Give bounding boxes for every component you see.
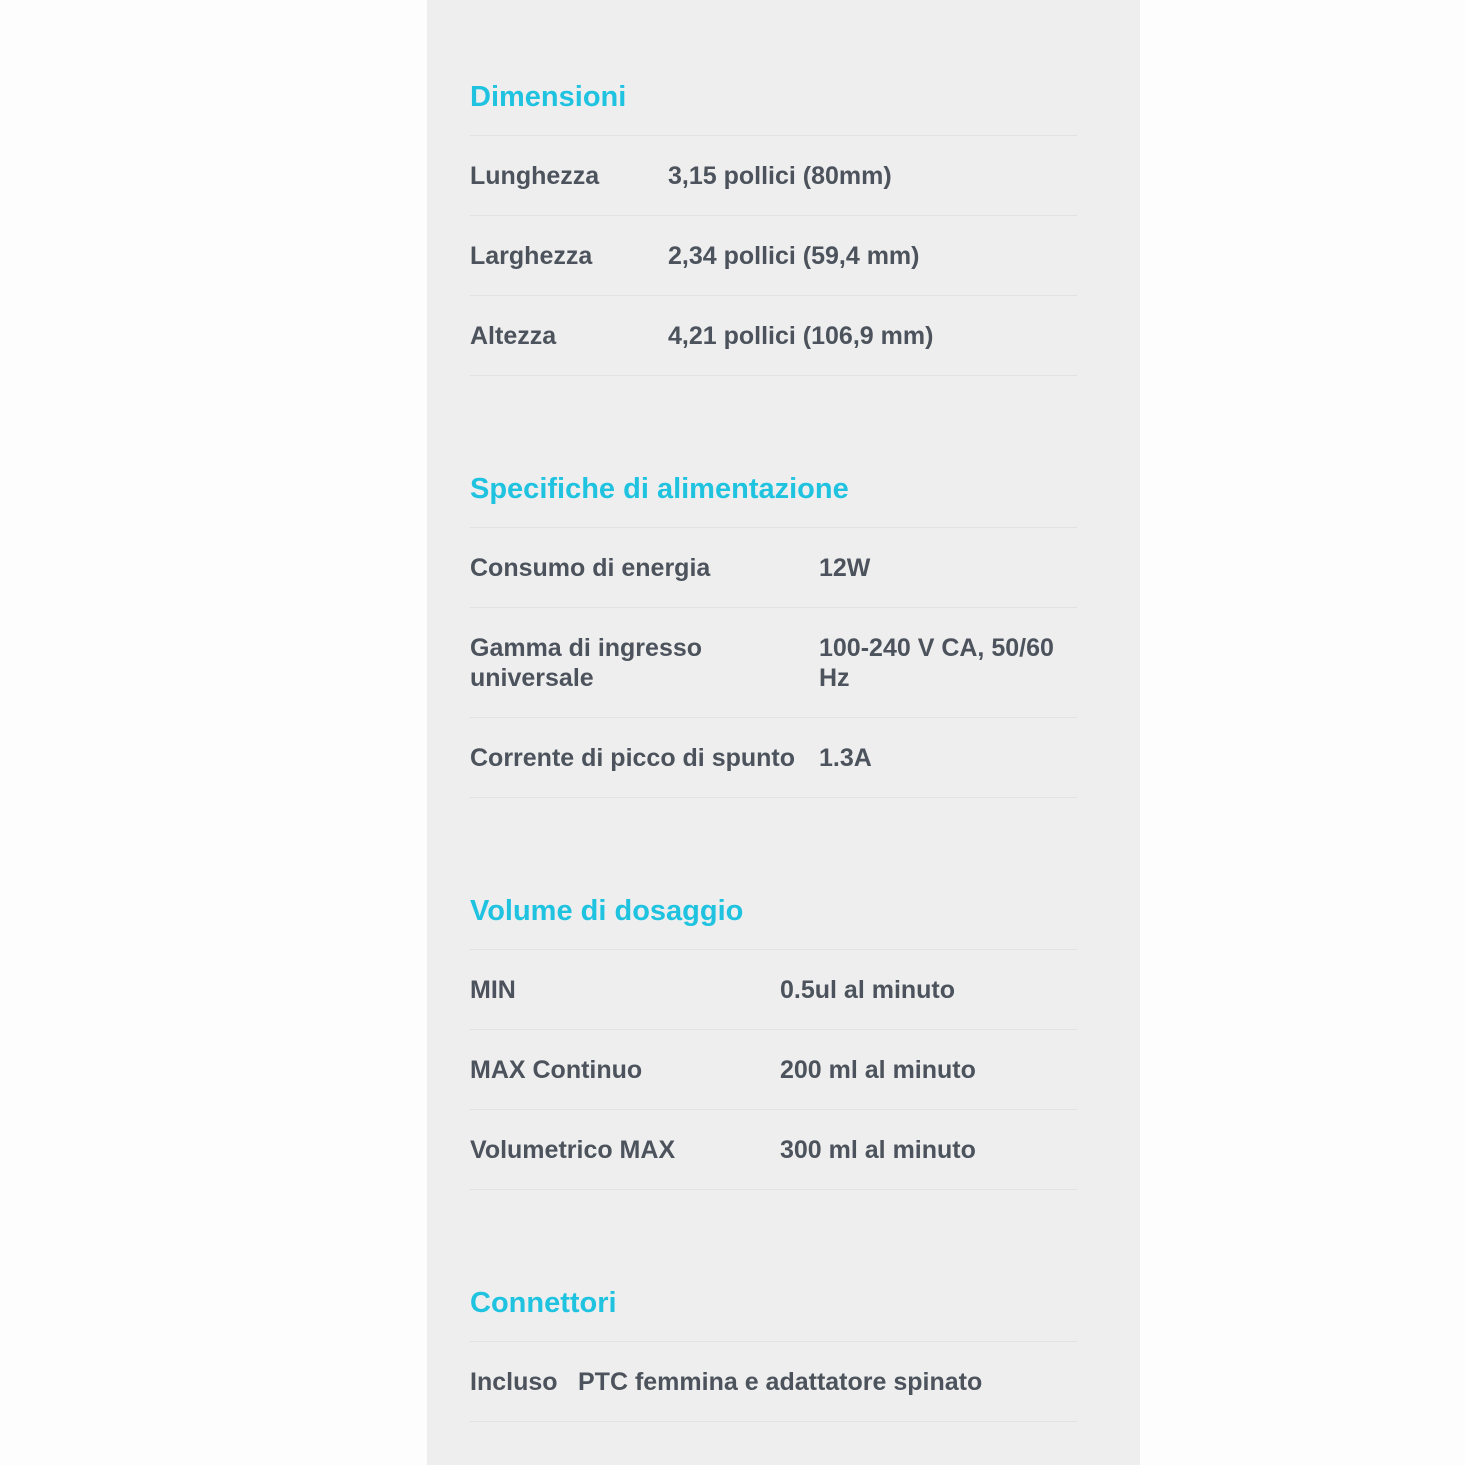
spec-value: 2,34 pollici (59,4 mm): [668, 241, 920, 270]
spec-label: Larghezza: [470, 241, 593, 270]
dimensions-section: [470, 78, 1077, 376]
spec-label: Altezza: [470, 321, 557, 350]
spec-value: 4,21 pollici (106,9 mm): [668, 321, 934, 350]
spec-value: 300 ml al minuto: [780, 1135, 976, 1164]
dosing-volume-section: [470, 892, 1077, 1190]
spec-table: [470, 1341, 1077, 1422]
spec-value: 3,15 pollici (80mm): [668, 161, 892, 190]
section-title: Connettori: [470, 1287, 617, 1319]
spec-value: 12W: [819, 553, 871, 582]
spec-table: [470, 949, 1077, 1190]
spec-value: 200 ml al minuto: [780, 1055, 976, 1084]
spec-row: [470, 1110, 1077, 1190]
spec-value: PTC femmina e adattatore spinato: [578, 1367, 983, 1396]
spec-row: [470, 950, 1077, 1030]
spec-row: [470, 528, 1077, 608]
spec-row: [470, 608, 1077, 718]
spec-label: Lunghezza: [470, 161, 600, 190]
section-title: Volume di dosaggio: [470, 895, 744, 927]
spec-row: [470, 718, 1077, 798]
spec-value: 100-240 V CA, 50/60 Hz: [819, 633, 1054, 692]
spec-label: Consumo di energia: [470, 553, 711, 582]
spec-label: Incluso: [470, 1367, 558, 1396]
spec-row: [470, 296, 1077, 376]
connectors-section: [470, 1284, 1077, 1422]
spec-label: Volumetrico MAX: [470, 1135, 676, 1164]
spec-row: [470, 1342, 1077, 1422]
spec-label: Corrente di picco di spunto: [470, 743, 796, 772]
spec-table: [470, 135, 1077, 376]
spec-value: 1.3A: [819, 743, 872, 772]
section-title: Specifiche di alimentazione: [470, 473, 849, 505]
spec-row: [470, 136, 1077, 216]
spec-label: MIN: [470, 975, 516, 1004]
spec-row: [470, 1030, 1077, 1110]
specifications-panel: [427, 0, 1140, 1465]
spec-value: 0.5ul al minuto: [780, 975, 956, 1004]
power-specs-section: [470, 470, 1077, 798]
section-title: Dimensioni: [470, 81, 627, 113]
spec-label: MAX Continuo: [470, 1055, 643, 1084]
spec-row: [470, 216, 1077, 296]
spec-table: [470, 527, 1077, 798]
spec-label: Gamma di ingresso universale: [470, 633, 703, 692]
